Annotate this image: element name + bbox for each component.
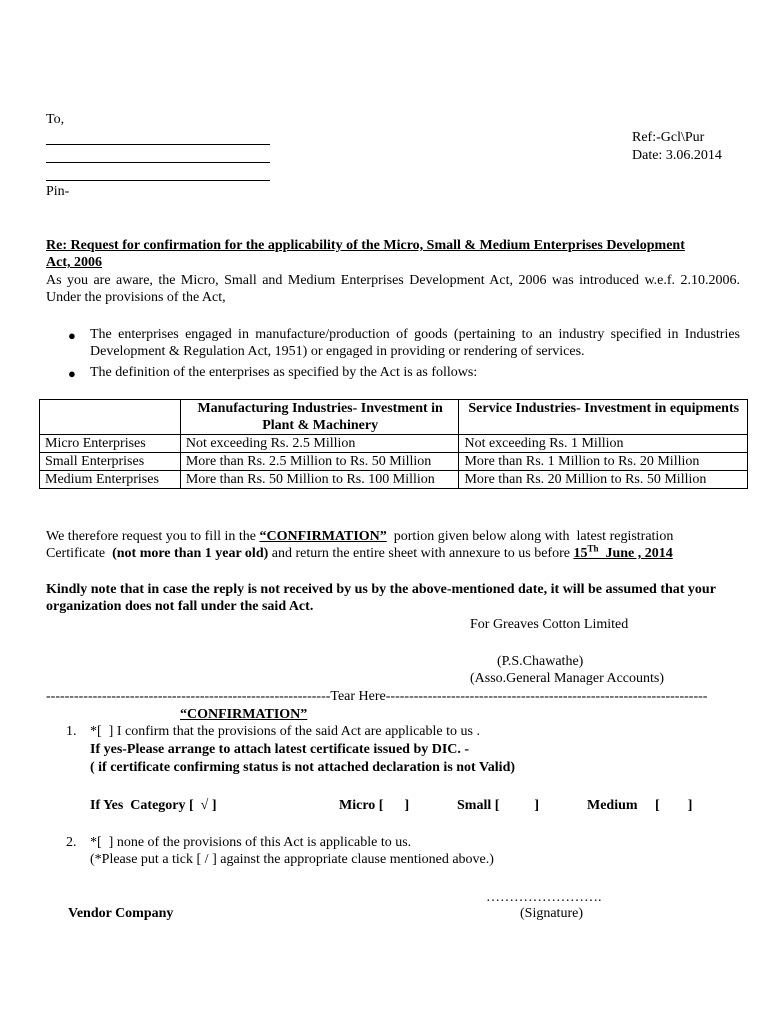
address-line-1	[46, 144, 270, 145]
table-cell: More than Rs. 50 Million to Rs. 100 Million	[180, 471, 459, 489]
intro-paragraph: As you are aware, the Micro, Small and Medium Enterprises Development Act, 2006 was introduced w.e.f. 2.10.2006. Under the provisions of the Act,	[46, 273, 740, 305]
table-cell: More than Rs. 2.5 Million to Rs. 50 Million	[180, 453, 459, 471]
table-header-cell: Manufacturing Industries- Investment in Plant & Machinery	[180, 400, 459, 435]
attach-certificate-instruction: If yes-Please arrange to attach latest certificate issued by DIC. -	[90, 742, 470, 757]
deadline-month: June , 2014	[598, 546, 673, 561]
table-header-cell	[40, 400, 181, 435]
category-micro-checkbox[interactable]: Micro [ ]	[339, 798, 410, 813]
bullet-item-2: The definition of the enterprises as specified by the Act is as follows:	[90, 365, 478, 380]
request-text: portion given below along with latest registration	[386, 529, 674, 544]
bullet-dot: ●	[68, 328, 76, 343]
table-row	[40, 453, 748, 471]
signoff-title: (Asso.General Manager Accounts)	[470, 671, 664, 686]
table-cell: Medium Enterprises	[40, 471, 181, 489]
table-row	[40, 435, 748, 453]
tear-here-line: -------------------------------------------------------------Tear Here---------------------------------------------------------------------	[46, 689, 708, 704]
deadline-day: 15	[573, 546, 588, 561]
tick-instruction-note: (*Please put a tick [ / ] against the appropriate clause mentioned above.)	[90, 852, 494, 867]
certificate-validity-note: ( if certificate confirming status is not attached declaration is not Valid)	[90, 760, 516, 775]
table-cell: More than Rs. 1 Million to Rs. 20 Million	[459, 453, 748, 471]
subject-line-2: Act, 2006	[46, 255, 102, 270]
addressee-to: To,	[46, 112, 65, 127]
letter-date: Date: 3.06.2014	[632, 148, 722, 163]
signoff-company: For Greaves Cotton Limited	[470, 617, 629, 632]
request-age-note: (not more than 1 year old)	[112, 546, 269, 561]
request-text: We therefore request you to fill in the	[46, 529, 260, 544]
table-cell: Small Enterprises	[40, 453, 181, 471]
vendor-company-label: Vendor Company	[68, 906, 174, 921]
table-header-row	[40, 400, 748, 435]
address-line-2	[46, 162, 270, 163]
bullet-dot: ●	[68, 366, 76, 381]
reference-number: Ref:-Gcl\Pur	[632, 130, 705, 145]
category-small-checkbox[interactable]: Small [ ]	[457, 798, 540, 813]
confirm-not-applicable-option[interactable]: *[ ] none of the provisions of this Act is applicable to us.	[90, 835, 412, 850]
subject-line-1: Re: Request for confirmation for the applicability of the Micro, Small & Medium Enterprises Development	[46, 238, 685, 253]
signature-label: (Signature)	[520, 906, 583, 921]
confirm-applicable-option[interactable]: *[ ] I confirm that the provisions of the said Act are applicable to us .	[90, 724, 480, 739]
signature-line: …………………….	[486, 890, 602, 905]
table-row	[40, 471, 748, 489]
item-number: 2.	[66, 835, 77, 850]
table-cell: Not exceeding Rs. 2.5 Million	[180, 435, 459, 453]
deadline-day-suffix: Th	[587, 543, 599, 554]
request-text: Certificate	[46, 546, 113, 561]
confirmation-heading: “CONFIRMATION”	[180, 707, 308, 722]
request-line-2	[46, 545, 673, 562]
category-medium-checkbox[interactable]: Medium [ ]	[587, 798, 693, 813]
notice-paragraph: Kindly note that in case the reply is not received by us by the above-mentioned date, it will be assumed that your organization does not fall under the said Act.	[46, 582, 716, 614]
request-deadline	[573, 543, 673, 561]
request-text: and return the entire sheet with annexure to us before	[268, 546, 574, 561]
signoff-name: (P.S.Chawathe)	[497, 654, 584, 669]
table-header-cell: Service Industries- Investment in equipments	[459, 400, 748, 435]
table-cell: More than Rs. 20 Million to Rs. 50 Million	[459, 471, 748, 489]
bullet-item-1: The enterprises engaged in manufacture/production of goods (pertaining to an industry specified in Industries Development & Regulation Act, 1951) or engaged in providing or rendering of services.	[90, 327, 740, 359]
item-number: 1.	[66, 724, 77, 739]
table-cell: Not exceeding Rs. 1 Million	[459, 435, 748, 453]
category-label[interactable]: If Yes Category [ √ ]	[90, 798, 217, 813]
pin-label: Pin-	[46, 184, 70, 199]
request-line-1	[46, 528, 673, 545]
request-confirmation-word: “CONFIRMATION”	[259, 529, 387, 544]
address-line-3	[46, 180, 270, 181]
table-cell: Micro Enterprises	[40, 435, 181, 453]
enterprise-definition-table	[39, 399, 748, 489]
